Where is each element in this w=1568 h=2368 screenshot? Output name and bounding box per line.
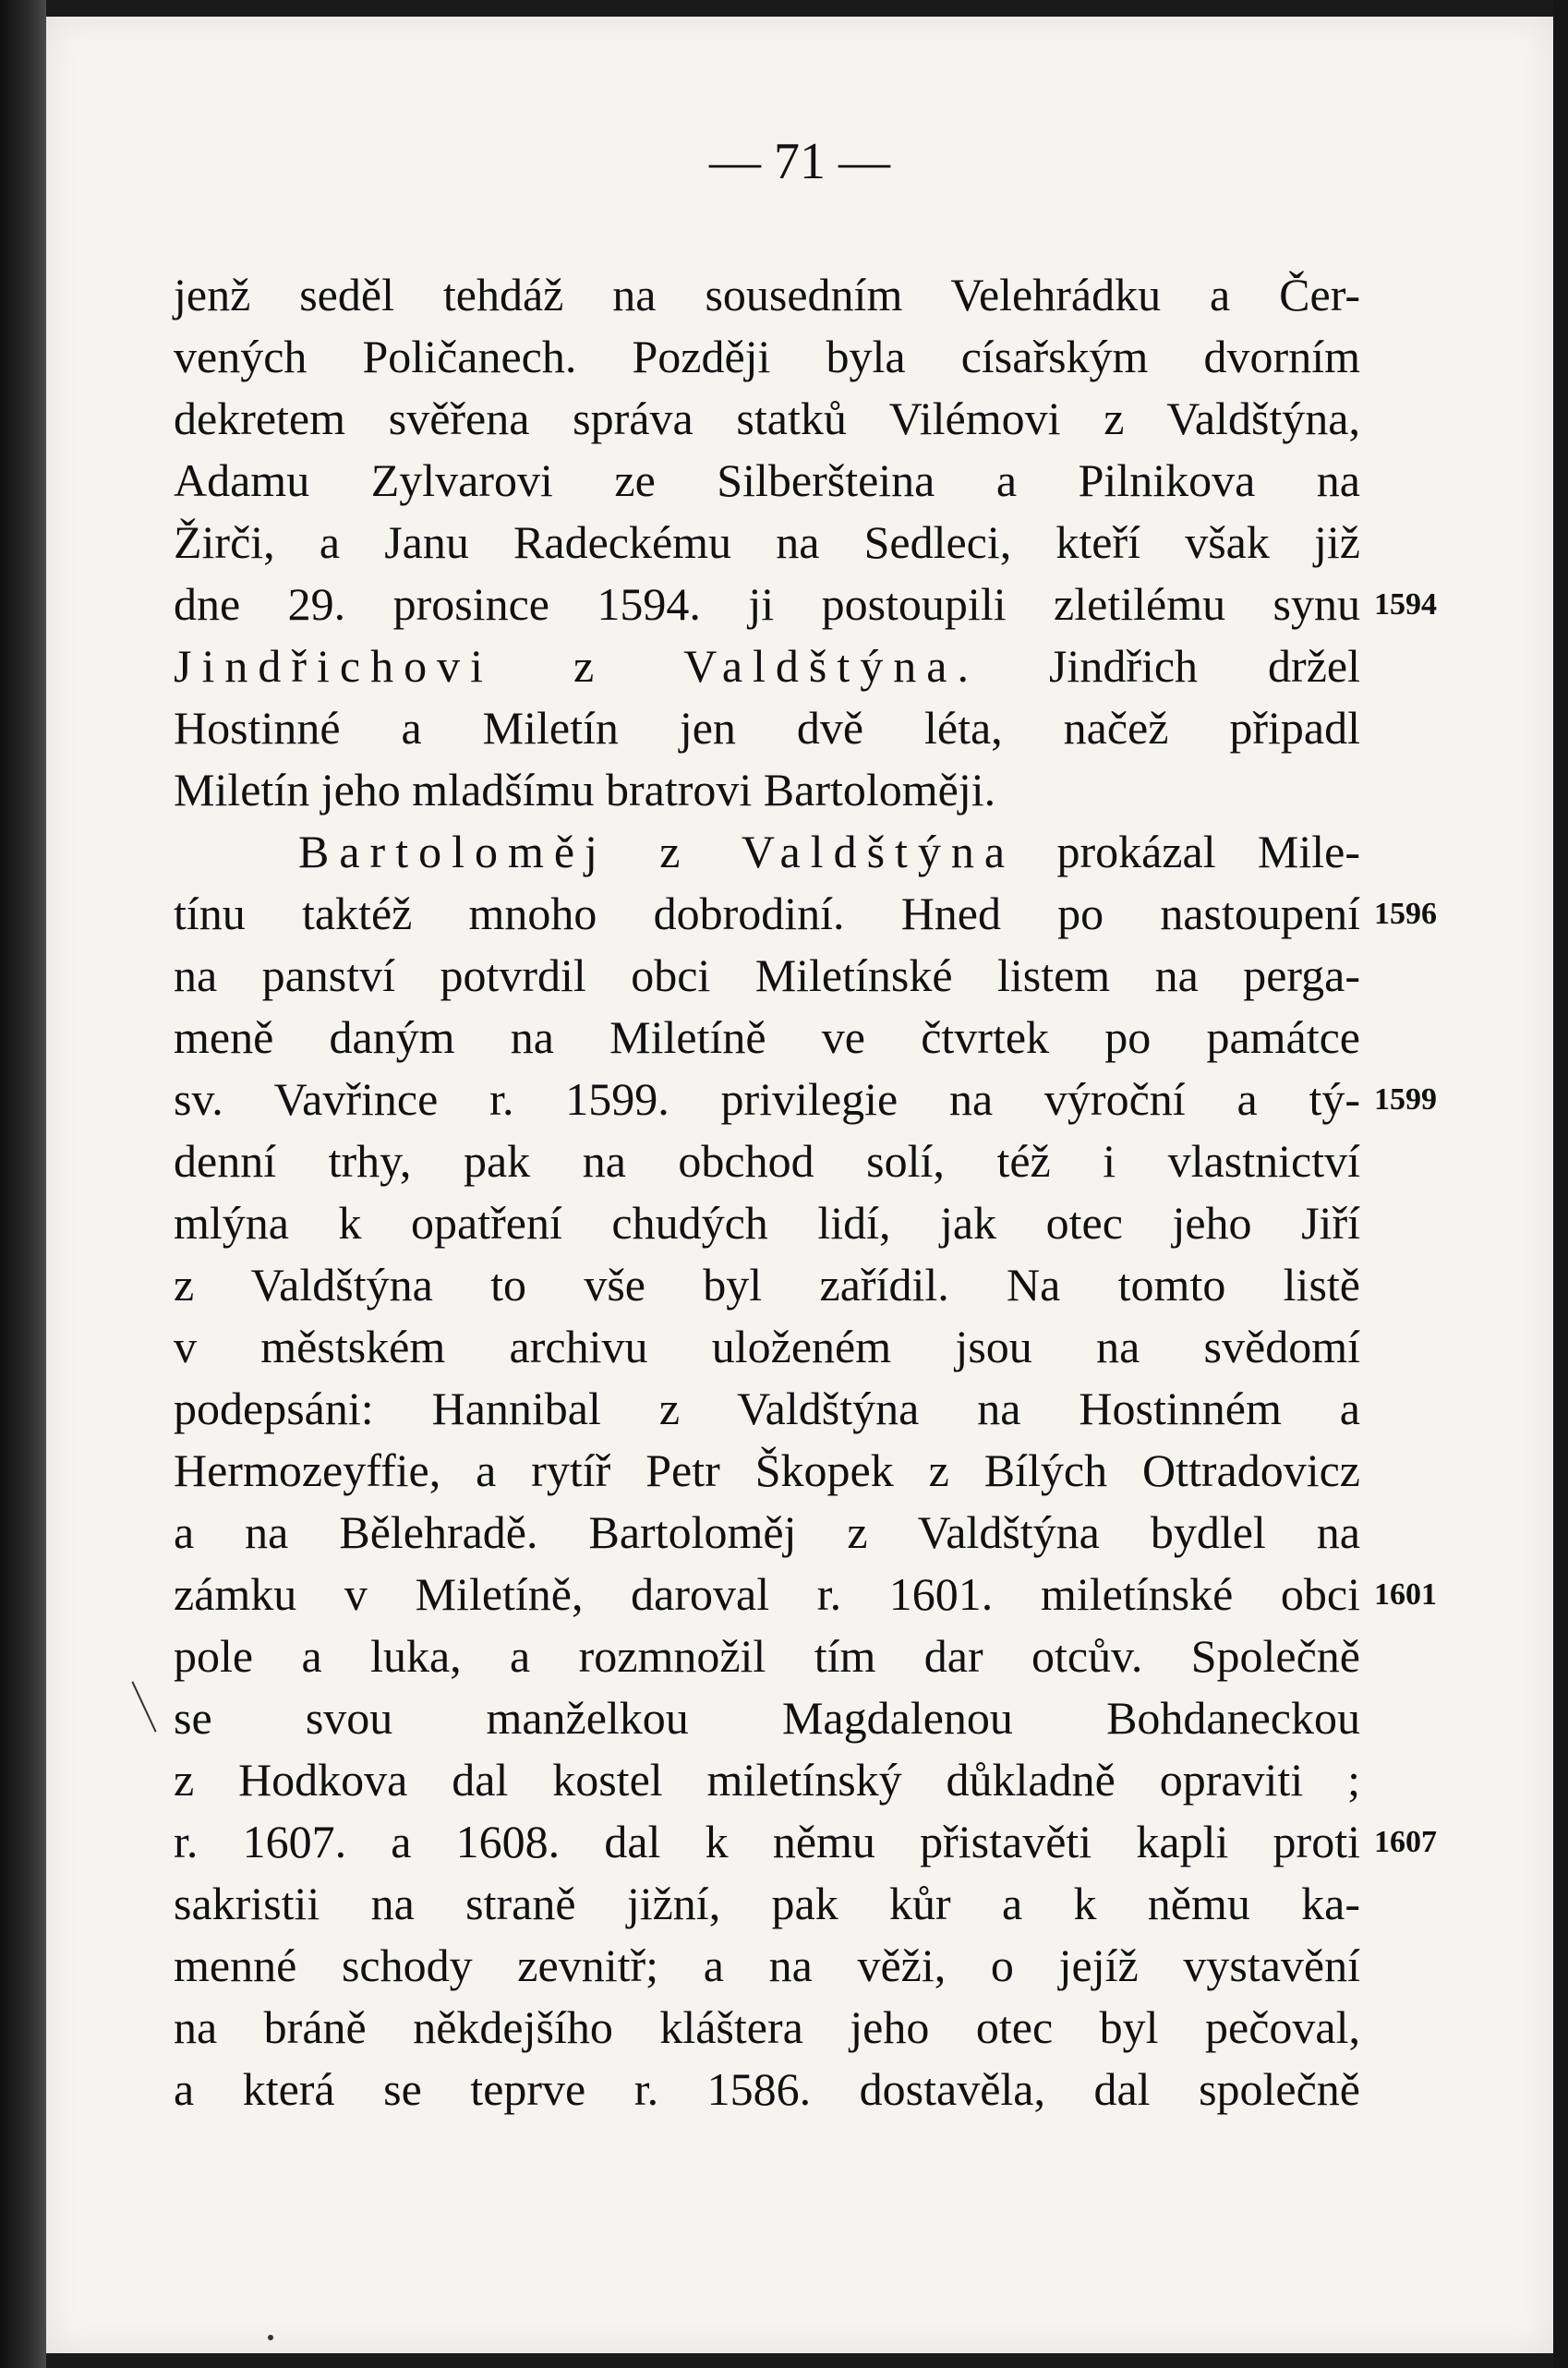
text-segment: vených Poličanech. Později byla císařským dvorním bbox=[174, 331, 1360, 382]
text-segment: dekretem svěřena správa statků Vilémovi z Valdštýna, bbox=[174, 393, 1360, 444]
text-line bbox=[174, 1873, 1360, 1935]
text-line bbox=[174, 1997, 1360, 2059]
marginal-year: 1601 bbox=[1374, 1577, 1437, 1612]
text-segment: v městském archivu uloženém jsou na svědomí bbox=[174, 1321, 1360, 1372]
text-line bbox=[174, 1811, 1437, 1873]
text-line bbox=[174, 450, 1360, 512]
text-segment: z Hodkova dal kostel miletínský důkladně opraviti ; bbox=[174, 1754, 1360, 1806]
text-segment: r. 1607. a 1608. dal k němu přistavěti kapli proti bbox=[174, 1816, 1360, 1867]
marginal-year: 1596 bbox=[1374, 897, 1437, 931]
text-line bbox=[174, 1130, 1360, 1192]
text-line bbox=[174, 574, 1437, 635]
text-segment: podepsáni: Hannibal z Valdštýna na Hostinném a bbox=[174, 1383, 1360, 1434]
text-line bbox=[174, 945, 1360, 1007]
text-segment: Hermozeyffie, a rytíř Petr Škopek z Bílých Ottradovicz bbox=[174, 1444, 1360, 1496]
emphasized-name: Jindřichovi z Valdštýna. bbox=[174, 640, 979, 692]
text-segment: sakristii na straně jižní, pak kůr a k němu ka- bbox=[174, 1878, 1360, 1929]
marginal-year: 1594 bbox=[1374, 587, 1437, 622]
text-line bbox=[174, 1192, 1360, 1254]
scan-left-edge bbox=[0, 0, 46, 2368]
text-segment: Adamu Zylvarovi ze Silberšteina a Pilnikova na bbox=[174, 454, 1360, 506]
text-segment: tínu taktéž mnoho dobrodiní. Hned po nastoupení bbox=[174, 888, 1360, 939]
text-segment: a na Bělehradě. Bartoloměj z Valdštýna bydlel na bbox=[174, 1506, 1360, 1558]
text-line bbox=[174, 1564, 1437, 1625]
text-line bbox=[174, 1378, 1360, 1440]
text-line bbox=[174, 1687, 1360, 1749]
scan-mark bbox=[131, 1681, 156, 1732]
page-number: — 71 — bbox=[709, 133, 890, 190]
text-segment: prokázal Mile- bbox=[1015, 826, 1361, 877]
text-line bbox=[174, 1007, 1360, 1069]
text-segment: meně daným na Miletíně ve čtvrtek po památce bbox=[174, 1011, 1360, 1063]
body-text bbox=[174, 264, 1437, 2120]
text-line bbox=[174, 1625, 1360, 1687]
text-segment: na bráně někdejšího kláštera jeho otec byl pečoval, bbox=[174, 2001, 1360, 2053]
text-line bbox=[174, 635, 1360, 697]
text-line bbox=[174, 388, 1360, 450]
text-segment: jenž seděl tehdáž na sousedním Velehrádku a Čer- bbox=[174, 269, 1360, 320]
text-segment: z Valdštýna to vše byl zařídil. Na tomto listě bbox=[174, 1259, 1360, 1311]
marginal-year: 1607 bbox=[1374, 1825, 1437, 1859]
text-segment: se svou manželkou Magdalenou Bohdaneckou bbox=[174, 1692, 1360, 1744]
scan-dot bbox=[268, 2335, 273, 2340]
text-line bbox=[174, 1254, 1360, 1316]
text-line bbox=[174, 1502, 1360, 1564]
text-segment: pole a luka, a rozmnožil tím dar otcův. Společně bbox=[174, 1630, 1360, 1682]
text-line bbox=[174, 264, 1360, 326]
text-segment: Jindřich držel bbox=[978, 640, 1360, 692]
text-segment: mlýna k opatření chudých lidí, jak otec jeho Jiří bbox=[174, 1197, 1360, 1249]
text-line bbox=[174, 2059, 1360, 2120]
text-segment: Žirči, a Janu Radeckému na Sedleci, kteří však již bbox=[174, 516, 1360, 568]
text-line bbox=[174, 1069, 1437, 1130]
text-line bbox=[174, 326, 1360, 388]
emphasized-name: Bartoloměj z Valdštýna bbox=[298, 826, 1016, 877]
text-segment: a která se teprve r. 1586. dostavěla, dal společně bbox=[174, 2063, 1360, 2115]
text-line bbox=[174, 883, 1437, 945]
text-segment: sv. Vavřince r. 1599. privilegie na výroční a tý- bbox=[174, 1073, 1360, 1125]
text-line bbox=[174, 697, 1360, 759]
text-line bbox=[174, 821, 1360, 883]
book-page bbox=[46, 17, 1553, 2353]
text-line bbox=[174, 759, 1360, 821]
text-segment: Hostinné a Miletín jen dvě léta, načež připadl bbox=[174, 702, 1360, 754]
text-segment: denní trhy, pak na obchod solí, též i vlastnictví bbox=[174, 1135, 1360, 1187]
scan-right-edge bbox=[1553, 0, 1568, 2368]
text-segment: na panství potvrdil obci Miletínské listem na perga- bbox=[174, 949, 1360, 1001]
text-line bbox=[174, 1440, 1360, 1502]
text-line bbox=[174, 1935, 1360, 1997]
marginal-year: 1599 bbox=[1374, 1082, 1437, 1117]
text-segment: zámku v Miletíně, daroval r. 1601. miletínské obci bbox=[174, 1568, 1360, 1620]
text-segment: dne 29. prosince 1594. ji postoupili zletilému synu bbox=[174, 578, 1360, 630]
text-segment: menné schody zevnitř; a na věži, o jejíž vystavění bbox=[174, 1939, 1360, 1991]
text-line bbox=[174, 1749, 1360, 1811]
text-line bbox=[174, 512, 1360, 574]
text-line bbox=[174, 1316, 1360, 1378]
text-segment: Miletín jeho mladšímu bratrovi Bartoloměji. bbox=[174, 764, 996, 816]
